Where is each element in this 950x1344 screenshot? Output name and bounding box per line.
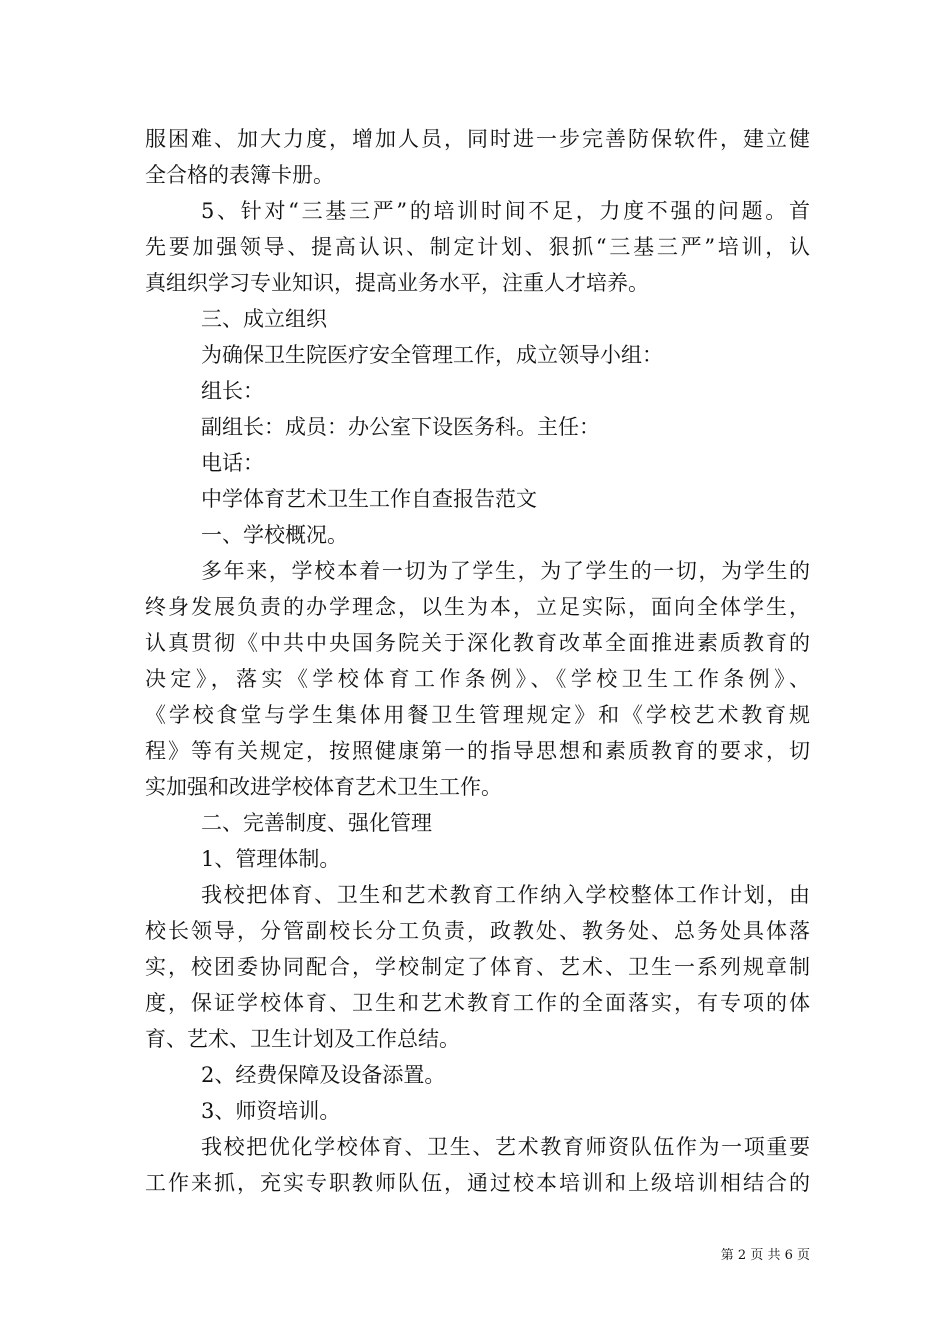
subsection-heading: 2、经费保障及设备添置。 — [201, 1063, 446, 1087]
text-line: 多年来，学校本着一切为了学生，为了学生的一切，为学生的 — [201, 559, 810, 583]
text-line: 校长领导，分管副校长分工负责，政教处、教务处、总务处具体落 — [145, 919, 810, 943]
text-line: 服困难、加大力度，增加人员，同时进一步完善防保软件，建立健 — [145, 127, 810, 151]
text-line: 终身发展负责的办学理念，以生为本，立足实际，面向全体学生， — [145, 595, 810, 619]
subsection-heading: 1、管理体制。 — [201, 847, 341, 871]
text-line: 真组织学习专业知识，提高业务水平，注重人才培养。 — [145, 271, 649, 295]
text-line: 《学校食堂与学生集体用餐卫生管理规定》和《学校艺术教育规 — [145, 703, 810, 727]
text-line: 我校把优化学校体育、卫生、艺术教育师资队伍作为一项重要 — [201, 1135, 810, 1159]
text-line: 实加强和改进学校体育艺术卫生工作。 — [145, 775, 502, 799]
text-line: 实，校团委协同配合，学校制定了体育、艺术、卫生一系列规章制 — [145, 955, 810, 979]
subsection-heading: 3、师资培训。 — [201, 1099, 341, 1123]
text-line: 我校把体育、卫生和艺术教育工作纳入学校整体工作计划，由 — [201, 883, 810, 907]
text-line: 工作来抓，充实专职教师队伍，通过校本培训和上级培训相结合的 — [145, 1171, 810, 1195]
section-heading: 二、完善制度、强化管理 — [201, 811, 432, 835]
text-line: 决定》，落实《学校体育工作条例》、《学校卫生工作条例》、 — [145, 667, 810, 691]
section-heading: 一、学校概况。 — [201, 523, 348, 547]
text-line: 组长： — [201, 379, 264, 403]
page-number-footer: 第 2 页 共 6 页 — [720, 1248, 810, 1263]
text-line: 育、艺术、卫生计划及工作总结。 — [145, 1027, 460, 1051]
document-body — [145, 121, 810, 1201]
text-line: 认真贯彻《中共中央国务院关于深化教育改革全面推进素质教育的 — [145, 631, 810, 655]
text-line: 度，保证学校体育、卫生和艺术教育工作的全面落实，有专项的体 — [145, 991, 810, 1015]
text-line: 程》等有关规定，按照健康第一的指导思想和素质教育的要求，切 — [145, 739, 810, 763]
text-line: 先要加强领导、提高认识、制定计划、狠抓“三基三严”培训，认 — [145, 235, 810, 259]
text-line: 电话： — [201, 451, 264, 475]
text-line: 为确保卫生院医疗安全管理工作，成立领导小组： — [201, 343, 663, 367]
text-line: 5、针对“三基三严”的培训时间不足，力度不强的问题。首 — [201, 199, 810, 223]
report-title: 中学体育艺术卫生工作自查报告范文 — [201, 487, 537, 511]
text-line: 全合格的表簿卡册。 — [145, 163, 334, 187]
text-line: 副组长：成员：办公室下设医务科。主任： — [201, 415, 600, 439]
section-heading: 三、成立组织 — [201, 307, 327, 331]
